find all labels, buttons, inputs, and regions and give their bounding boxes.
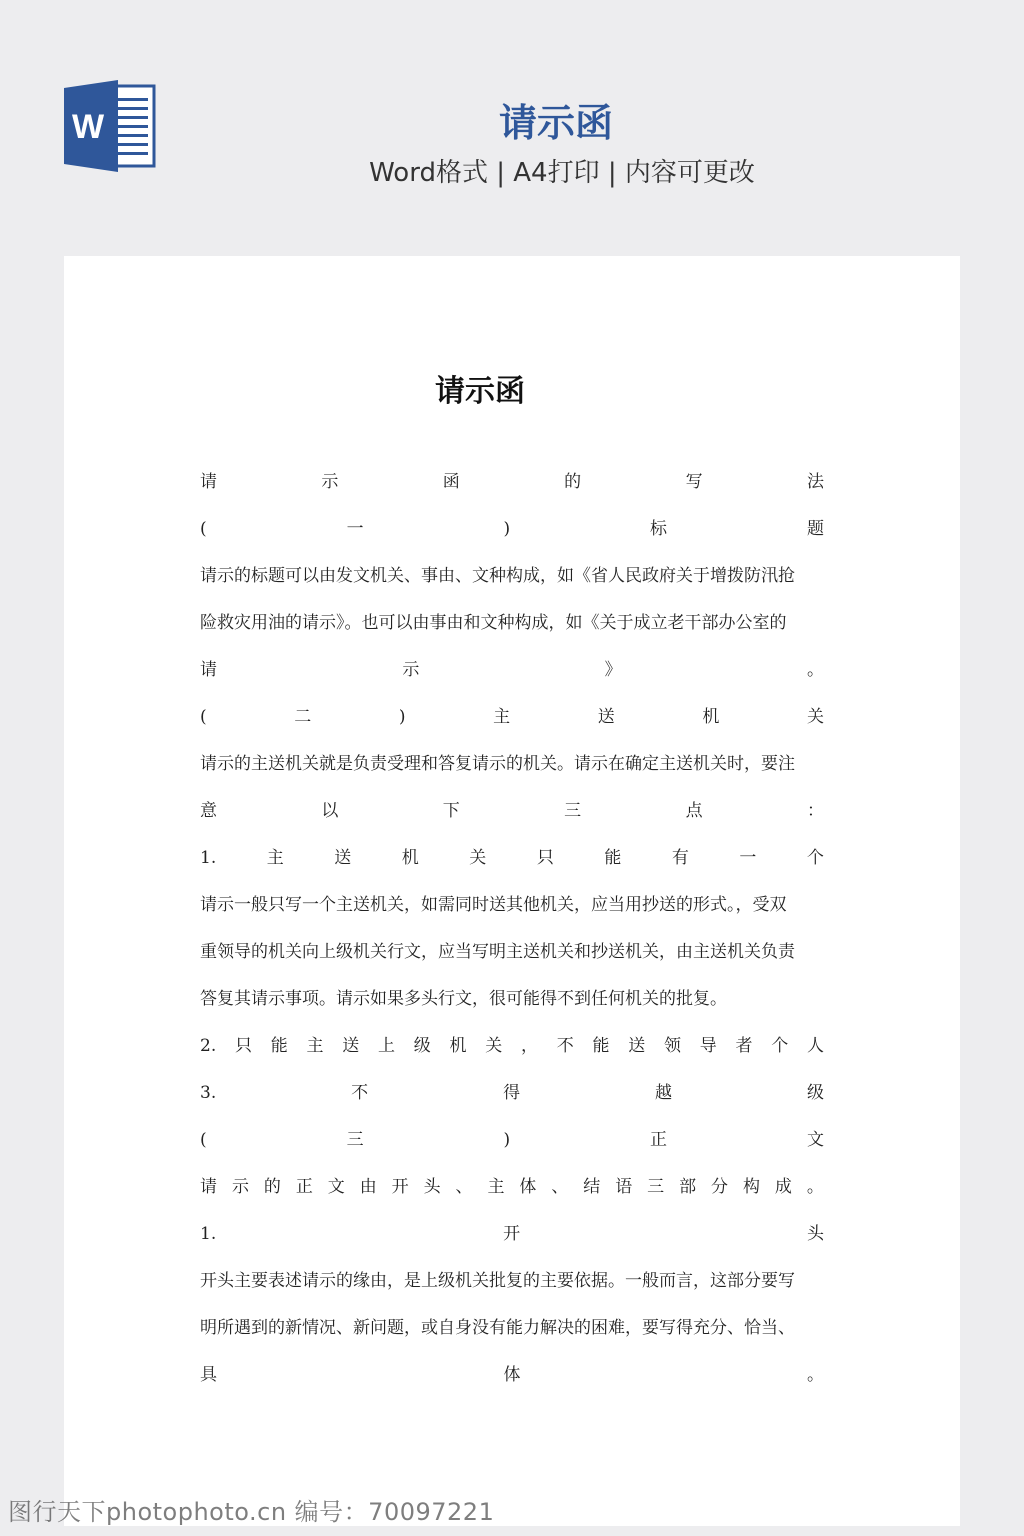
body-line: 开头主要表述请示的缘由，是上级机关批复的主要依据。一般而言，这部分要写 [200, 1271, 795, 1291]
body-line-token: 关 [485, 1036, 503, 1056]
body-line-token: 、 [551, 1177, 569, 1197]
body-line-token: 部 [679, 1177, 697, 1197]
body-line-token: ) [503, 519, 511, 539]
body-line-token: 文 [327, 1177, 345, 1197]
body-line-token: 关 [806, 707, 824, 727]
body-line [200, 793, 824, 840]
body-line: 请示的标题可以由发文机关、事由、文种构成，如《省人民政府关于增拨防汛抢 [200, 566, 795, 586]
body-line-token: 三 [564, 801, 582, 821]
body-line-token: 意 [200, 801, 217, 821]
body-line: 险救灾用油的请示》。也可以由事由和文种构成，如《关于成立老干部办公室的 [200, 613, 787, 633]
body-line [200, 464, 824, 511]
body-line-token: 函 [442, 472, 460, 492]
body-line-token: 能 [270, 1036, 288, 1056]
body-line: 请示的主送机关就是负责受理和答复请示的机关。请示在确定主送机关时，要注 [200, 754, 795, 774]
body-line [200, 652, 824, 699]
body-line-token: 法 [806, 472, 824, 492]
header-banner [0, 0, 1024, 256]
word-logo-letter: W [71, 108, 105, 146]
banner-title: 请示函 [498, 101, 613, 145]
body-line-token: 三 [346, 1130, 364, 1150]
body-line [200, 1075, 824, 1122]
body-line-token: 二 [294, 707, 312, 727]
body-line-token: 语 [615, 1177, 633, 1197]
body-line-token: 以 [321, 801, 339, 821]
body-line [200, 1122, 824, 1169]
body-line-token: 机 [449, 1036, 467, 1056]
body-line-token: 1. [200, 1224, 217, 1244]
body-line-token: 人 [806, 1036, 824, 1056]
body-line-token: 机 [702, 707, 720, 727]
body-line-token: 结 [583, 1177, 601, 1197]
body-line-token: 送 [597, 707, 615, 727]
body-line-token: 不 [556, 1036, 574, 1056]
body-line: 请示一般只写一个主送机关，如需同时送其他机关，应当用抄送的形式。，受双 [200, 895, 787, 915]
body-line-token: 3. [200, 1083, 217, 1103]
body-line-token: 不 [351, 1083, 369, 1103]
body-line-token: 文 [806, 1130, 824, 1150]
body-line-token: 示 [321, 472, 339, 492]
body-line-token: 构 [742, 1177, 760, 1197]
body-line-token: 上 [377, 1036, 395, 1056]
body-line-token: ( [200, 707, 207, 727]
body-line-token: 送 [334, 848, 352, 868]
body-line-token: 示 [231, 1177, 249, 1197]
body-line-token: 的 [564, 472, 582, 492]
body-line-token: 只 [234, 1036, 252, 1056]
body-line-token: 一 [739, 848, 757, 868]
body-line-token: 得 [503, 1083, 521, 1103]
body-line-token: 个 [806, 848, 824, 868]
banner-subtitle: Word格式 | A4打印 | 内容可更改 [369, 158, 755, 188]
body-line-token: 头 [423, 1177, 441, 1197]
body-line-token: 越 [655, 1083, 673, 1103]
body-line-token: 送 [342, 1036, 360, 1056]
body-line: 答复其请示事项。请示如果多头行文，很可能得不到任何机关的批复。 [200, 989, 727, 1009]
body-line-token: 送 [628, 1036, 646, 1056]
body-line-token: 能 [592, 1036, 610, 1056]
document-body [200, 464, 824, 1404]
body-line-token: 主 [487, 1177, 505, 1197]
body-line-token: 头 [806, 1224, 824, 1244]
body-line-token: 导 [699, 1036, 717, 1056]
body-line-token: 写 [685, 472, 703, 492]
body-line-token: 标 [650, 519, 668, 539]
body-line-token: 1. [200, 848, 217, 868]
document-title: 请示函 [435, 374, 525, 409]
body-line-token: 主 [493, 707, 511, 727]
body-line-token: ( [200, 1130, 207, 1150]
body-line-token: 点 [685, 801, 703, 821]
body-line-token: 的 [263, 1177, 281, 1197]
body-line-token: 机 [401, 848, 419, 868]
body-line-token: 能 [604, 848, 622, 868]
body-line-token: ) [398, 707, 406, 727]
body-line-token: 关 [469, 848, 487, 868]
body-line-token: ( [200, 519, 207, 539]
body-line-token: 下 [442, 801, 460, 821]
body-line-token: 》 [604, 660, 622, 680]
body-line-token: 开 [503, 1224, 521, 1244]
body-line-token: 成 [774, 1177, 792, 1197]
body-line-token: 。 [807, 1365, 824, 1385]
body-line-token: 开 [391, 1177, 409, 1197]
body-line-token: 主 [266, 848, 284, 868]
body-line [200, 699, 824, 746]
body-line-token: 三 [647, 1177, 665, 1197]
body-line-token: ： [806, 801, 824, 821]
body-line [200, 1357, 824, 1404]
body-line-token: ) [503, 1130, 511, 1150]
body-line-token: 一 [346, 519, 364, 539]
body-line-token: 由 [359, 1177, 377, 1197]
body-line-token: 级 [413, 1036, 431, 1056]
body-line-token: 示 [402, 660, 420, 680]
body-line-token: 者 [735, 1036, 753, 1056]
body-line [200, 1216, 824, 1263]
body-line-token: ， [520, 1036, 538, 1056]
body-line-token: 。 [806, 660, 824, 680]
body-line-token: 级 [806, 1083, 824, 1103]
body-line-token: 分 [711, 1177, 728, 1197]
body-line-token: 2. [200, 1036, 217, 1056]
body-line-token: 请 [200, 1177, 217, 1197]
body-line-token: 、 [455, 1177, 473, 1197]
body-line-token: 请 [200, 660, 217, 680]
body-line-token: 请 [200, 472, 217, 492]
watermark: 图行天下photophoto.cn 编号：70097221 [8, 1498, 495, 1526]
body-line-token: 体 [503, 1365, 521, 1385]
body-line-token: 领 [663, 1036, 681, 1056]
body-line-token: 正 [650, 1130, 668, 1150]
body-line-token: 题 [806, 519, 824, 539]
body-line [200, 511, 824, 558]
body-line-token: 体 [519, 1177, 537, 1197]
body-line-token: 主 [306, 1036, 324, 1056]
body-line [200, 1028, 824, 1075]
body-line-token: 正 [295, 1177, 313, 1197]
body-line [200, 1169, 824, 1216]
body-line-token: 。 [806, 1177, 824, 1197]
body-line: 重领导的机关向上级机关行文，应当写明主送机关和抄送机关，由主送机关负责 [200, 942, 795, 962]
body-line-token: 具 [200, 1365, 217, 1385]
body-line [200, 840, 824, 887]
body-line-token: 个 [771, 1036, 789, 1056]
body-line-token: 有 [671, 848, 689, 868]
body-line-token: 只 [536, 848, 554, 868]
body-line: 明所遇到的新情况、新问题，或自身没有能力解决的困难，要写得充分、恰当、 [200, 1318, 795, 1338]
